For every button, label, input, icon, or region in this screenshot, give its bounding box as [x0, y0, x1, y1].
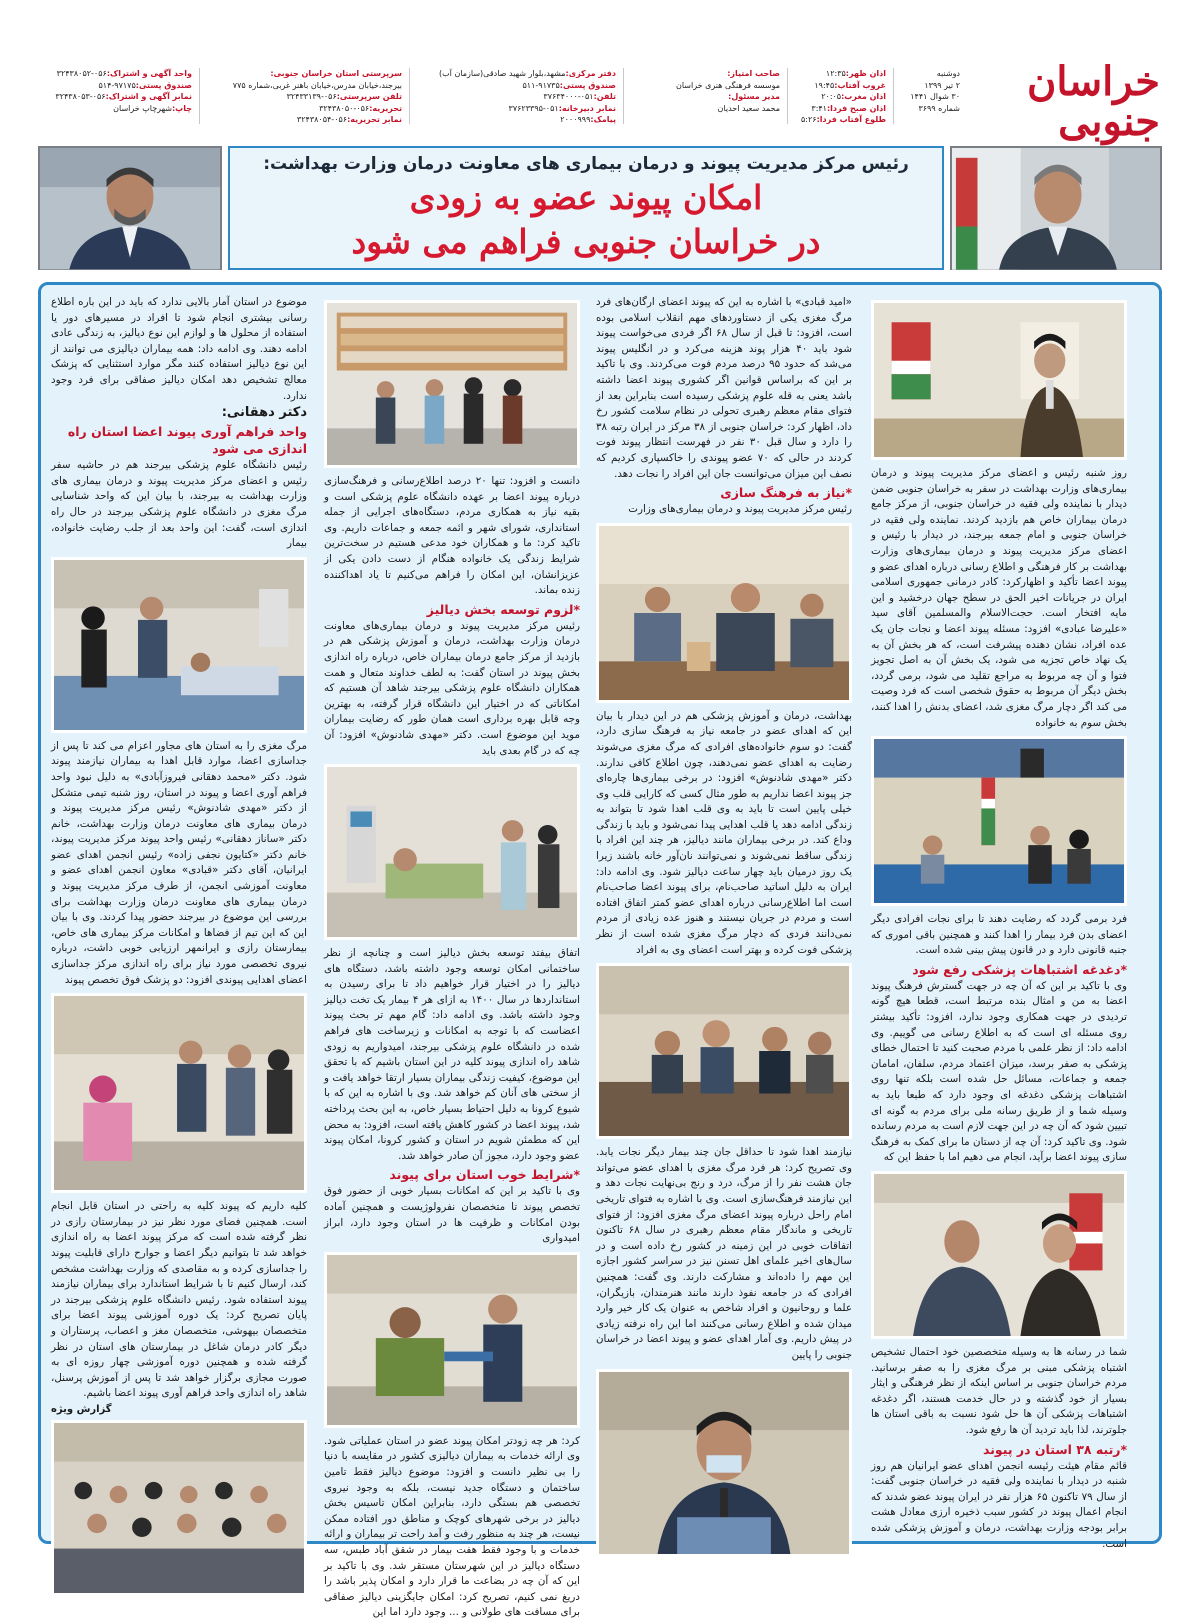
photo-visit-patient-bedside: [51, 993, 307, 1193]
phone-label: تلفن:: [593, 92, 616, 101]
manager-label: مدیر مسئول:: [728, 92, 780, 101]
masthead: [40, 58, 1160, 145]
ads-fax-label: نمابر آگهی و اشتراک:: [105, 92, 192, 101]
owner-label: صاحب امتیاز:: [727, 69, 780, 78]
headline-kicker: رئیس مرکز مدیریت پیوند و درمان بیماری های معاونت درمان وزارت بهداشت:: [263, 154, 909, 174]
paragraph: وی با تاکید بر این که آن چه در جهت گسترش فرهنگ پیوند اعضا به من و امثال بنده مرتبط است، قطعا هیچ گونه تردیدی در جهت همکاری وجود ندارد، افزود: تأکید بیشتر روی مسئله ای است که به اطلاع رسانی می گوییم. وی ادامه داد: از نظر علمی با مردم صحبت کنید تا احتمال خطای پزشکی به صفر برسد، میزان اعتماد مردم، سلفان، امامان جمعه و جماعات، مسائل حل شده است بلکه تنها روی اشتباهات پزشکی دغدغه ای وجود دارد که طبعا باید به وسیله شما و از طریق رسانه ملی برای مردم به گونه ای تبیین شود که آن چه در این جهت لازم است به مردم رسانده شود. وی تاکید کرد: آن چه از دستان ما برای کمک به فرهنگ سازی پیوند اعضا برآید، انجام می دهیم اما با حفظ این که: [871, 979, 1127, 1164]
printer: شهرچاپ خراسان: [113, 103, 172, 113]
subheading: واحد فراهم آوری پیوند اعضا استان راه اندازی می شود: [67, 424, 307, 457]
ads-label: واحد آگهی و اشتراک:: [106, 69, 192, 78]
subheading-name: دکتر دهقانی:: [221, 405, 307, 421]
phone: ۰۵۱-۳۷۶۳۴۰۰۰: [543, 92, 594, 101]
paragraph: نیازمند اهدا شود تا حداقل جان چند بیمار دیگر نجات یابد. وی تصریح کرد: هر فرد مرگ مغزی با اهدای عضو می‌تواند جان هشت نفر را از مرگ، درد و رنج بی‌نهایت نجات دهد و این نیازمند فرهنگ‌سازی است. وی با اشاره به فتوای تاریخی امام راحل درباره پیوند اعضای مرگ مغزی افزود: از فتوای تاریخی و ماندگار مقام معظم رهبری در سال ۶۸ تاکنون اتفاقات خوبی در این زمینه در کشور رخ داده است و در سال‌های اخیر علمای اهل تسنن نیز در سراسر کشور اجازه این مهم را داده‌اند و مشارکت دارند. وی گفت: همچنین افرادی که در جامعه نفوذ دارند مانند هنرمندان، بازیگران، علما و روحانیون و افراد شاخص به عنوان یک کار خیر وارد میدان شده و اطلاع رسانی می‌کنند اما این راه نرفته زیادی در پیش داریم. وی آمار اهدای عضو و پیوند اعضا در خراسان جنوبی را پایین: [596, 1146, 852, 1361]
article-column-3: [324, 295, 580, 1619]
paragraph: رئیس دانشگاه علوم پزشکی بیرجند هم در حاشیه سفر رئیس و اعضای مرکز مدیریت پیوند و درمان بیماری های وزارت بهداشت به بیرجند، با بیان این که واحد شناسایی مرگ مغزی در دانشگاه علوم پزشکی بیرجند در حال راه اندازی است، گفت: این واحد بعد از جلب رضایت خانواده، بیمار: [51, 459, 307, 550]
rep-title: سرپرستی استان خراسان جنوبی:: [270, 69, 402, 78]
subheading: *لزوم توسعه بخش دیالیز: [426, 601, 580, 617]
prayer-sunset-label: غروب آفتاب:: [834, 80, 886, 90]
prayer-maghrib: ۲۰:۰۵: [821, 92, 842, 101]
sms: ۲۰۰۰۹۹۹: [560, 115, 591, 124]
photo-officials-table: [596, 963, 852, 1139]
rep-phone-label: تلفن سرپرستی:: [336, 92, 402, 101]
byline: گزارش ویژه: [51, 1403, 112, 1415]
prayer-sunrise: ۵:۲۶: [801, 115, 817, 124]
photo-dialysis-ward: [324, 764, 580, 940]
print-label: چاپ:: [171, 103, 192, 113]
photo-pharmacy-visit: [324, 300, 580, 468]
paragraph: رئیس مرکز مدیریت پیوند و درمان بیماری‌های وزارت: [628, 503, 852, 516]
paragraph: وی با تاکید بر این که امکانات بسیار خوبی از حضور فوق تخصص پیوند تا متخصصان نفرولوژیست و همچنین آماده بودن امکانات و ظرفیت ها در استان وجود دارد، ابراز امیدواری: [324, 1185, 580, 1245]
paragraph: فرد برمی گردد که رضایت دهند تا برای نجات افرادی دیگر اعضای بدن فرد بیمار را اهدا کنند و همچنین باقی اموری که جنبه قانونی دارد و در قانون پیش بینی شده است.: [871, 913, 1127, 957]
subheading: *رتبه ۳۸ استان در پیوند: [983, 1441, 1127, 1457]
paragraph: «امید قبادی» با اشاره به این که پیوند اعضای ارگان‌های فرد مرگ مغزی یکی از دستاوردهای مهم انقلاب اسلامی بوده است، افزود: تا قبل از سال ۶۸ اگر فردی می‌خواست پیوند شود باید ۴۰ هزار پوند هزینه می‌کرد و در انگلیس پیوند می‌شد که حدود ۹۵ درصد مردم فوت می‌کردند. وی با تاکید بر این که براساس قوانین اگر کشوری پیوند اعضا داشته باشد یعنی به قله علوم پزشکی رسیده است بنابراین بعد از فتوای مقام معظم رهبری تحولی در نظام سلامت کشور رخ داد، اظهار کرد: خراسان جنوبی از ۳۸ مرکز در ایران رتبه ۳۸ را دارد و سال قبل ۳۰ نفر در فهرست انتظار پیوند فوت کردند در حالی که ۷۰ عضو پیوندی را خاکسپاری کردیم که نصف این میزان می‌توانست جان این افراد را نجات دهد.: [596, 296, 853, 480]
subheading: *دغدغه اشتباهات پزشکی رفع شود: [912, 961, 1127, 977]
publisher-info: [630, 68, 780, 114]
paragraph: دانست و افزود: تنها ۲۰ درصد اطلاع‌رسانی و فرهنگ‌سازی درباره پیوند اعضا بر عهده دانشگاه علوم پزشکی است و بقیه نیاز به همکاری مردم، دستگاه‌های اجرایی از جمله استانداری، شورای شهر و ائمه جمعه و جماعات داریم. وی تاکید کرد: ما و همکاران خود مدعی هستیم در سخت‌ترین شرایط زندگی یک خانواده هنگام از دست دادن یکی از عزیزانشان، این امکان را فراهم می‌کنیم تا یاد اهداکننده زنده بماند.: [324, 475, 580, 597]
masthead-divider: [893, 68, 894, 124]
issue-number: شماره ۳۶۹۹: [918, 103, 960, 113]
date-weekday: دوشنبه: [936, 69, 960, 78]
masthead-divider: [199, 68, 200, 124]
newsroom-label: تحریریه:: [369, 103, 402, 113]
prayer-times: [794, 68, 886, 126]
paragraph: روز شنبه رئیس و اعضای مرکز مدیریت پیوند و درمان بیماری‌های وزارت بهداشت در سفر به خراسان جنوبی ضمن دیدار با نماینده ولی فقیه در خراسان جنوبی، از مرکز جامع درمان بیماران خاص هم بازدید کردند. نماینده ولی فقیه در خراسان جنوبی و امام جمعه بیرجند، در دیدار با رئیس و اعضای مرکز مدیریت پیوند و درمان بیماری‌های وزارت بهداشت بر کار فرهنگی و اطلاع رسانی درباره اهدای عضو و پیوند اعضا تأکید و اظهارکرد: کادر درمانی جمهوری اسلامی ایران در جریانات اخیر الحق در سطح جهان درخشید و این مایه افتخار است. حجت‌الاسلام والمسلمین آقای سید «علیرضا عبادی» افزود: مسئله پیوند اعضا و نجات جان یک عده افراد، نشان دهنده پیشرفت است، که هر بخش آن به یک نهاد خاص تجزیه می شود، یک بخش آن به اصل تجویز فتوا و آن چه مربوط به مراجع تقلید می شود، برمی گردد، بخش دیگر آن مربوط به حقوق شخصی است که فرد وصیت می کند اگر دچار مرگ مغزی شد، اعضای بدنش را اهدا کنند، بخش سوم به خانواده: [871, 467, 1127, 729]
masthead-divider: [787, 68, 788, 124]
prayer-fajr: ۳:۴۱: [811, 103, 827, 113]
prayer-maghrib-label: اذان مغرب:: [841, 92, 886, 101]
logo-title: خراسان جنوبی: [1027, 58, 1160, 145]
ads-phone: ۰۵۶-۳۲۴۳۸۰۵۲: [56, 69, 107, 78]
editorial-fax: ۰۵۱-۳۷۶۲۳۳۹۵: [508, 103, 559, 113]
rep-phone: ۰۵۶-۳۲۴۳۳۱۳۹: [286, 92, 337, 101]
portrait-photo-university-head: [38, 146, 222, 270]
newsroom-phone: ۰۵۶-۳۲۴۳۸۰۵۰: [319, 103, 370, 113]
paragraph: اتفاق بیفتد توسعه بخش دیالیز است و چنانچه از نظر ساختمانی امکان توسعه وجود داشته باشد، دستگاه های دیالیز را در اختیار قرار خواهیم داد تا برای رسیدن به استانداردها در سال ۱۴۰۰ به ازای هر ۴ بیمار یک تخت دیالیز وجود داشته باشد. وی ادامه داد: گام مهم تر بحث پیوند اعضاست که با توجه به امکانات و زیرساخت های فراهم شده در دانشگاه علوم پزشکی بیرجند، امیدواریم به زودی شاهد راه اندازی پیوند کلیه در این استان باشیم که با تحقق این موضوع، کیفیت زندگی بیماران بسیار ارتقا خواهد یافت و از سختی های آنان کم خواهد شد. وی با اشاره به این که با شیوع کرونا به دلیل احتیاط بسیار خاص، به این بحث پرداخته شد، پیوند اعضا در کشور کاهش یافته است، افزود: به محض این که مطمئن شویم در استان و کشور کرونا، امکان پیوند عضو وجود دارد، مجوز آن صادر خواهد شد.: [324, 947, 580, 1162]
ads-pobox: ۹۷۱۷۵-۵۱۴: [98, 80, 136, 90]
manager-name: محمد سعید احدیان: [717, 103, 780, 113]
paragraph: شما در رسانه ها به وسیله متخصصین خود احتمال تشخیص اشتباه پزشکی مبنی بر مرگ مغزی را به صفر برسانید. مردم خراسان جنوبی بر اساس اینکه از نظر فرهنگی و ایثار بسیار از خود گذشته و در حال خدمت هستند، اگر دغدغه اشتباهات پزشکی آن ها حل شود نسبت به باقی استان ها جلوترند، لذا باید تردید آن ها رفع شود.: [871, 1346, 1127, 1436]
office-label: دفتر مرکزی:: [565, 69, 616, 78]
subheading: *نیاز به فرهنگ سازی: [720, 485, 852, 501]
paragraph: مرگ مغزی را به استان های مجاور اعزام می کند تا پس از جداسازی اعضا، موارد قابل اهدا به بیماران نیازمند پیوند شود. دکتر «محمد دهقانی فیروزآبادی» به دلیل نبود واحد فراهم آوری اعضا و پیوند در استان، روز شنبه تیمی متشکل از دکتر «مهدی شادنوش» رئیس مرکز مدیریت پیوند و درمان بیماری های معاونت درمان وزارت بهداشت، خانم دکتر «ساناز دهقانی» رئیس واحد پیوند مرکز مدیریت پیوند، خانم دکتر «کتایون نجفی زاده» رئیس انجمن اهدای عضو ایرانیان، آقای دکتر «قبادی» معاون انجمن اهدای عضو و معاونت آموزشی انجمن، از طرف مرکز مدیریت پیوند و درمان بیماری های معاونت درمان وزارت بهداشت برای بررسی این موضوع در بیرجند حضور پیدا کردند. وی با بیان این که این تیم از فضاها و امکانات مرکز بیماری های خاص، بیمارستان رازی و ایرانمهر ارزیابی خوبی داشت، درباره نیروی تخصصی مورد نیاز برای راه اندازی مرکز جداسازی اعضای اهدایی پیوندی افزود: دو پزشک فوق تخصص پیوند: [51, 739, 307, 986]
photo-meeting-hall: [871, 736, 1127, 906]
headline-box: [228, 146, 944, 270]
paragraph: کرد: هر چه زودتر امکان پیوند عضو در استان عملیاتی شود. وی ارائه خدمات به بیماران دیالیزی کشور در مقایسه با دنیا را بی نظیر دانست و افزود: موضوع دیالیز فقط تامین ساختمان و دستگاه جدید نیست، بلکه به وجود نیروی تخصصی هم بستگی دارد، بنابراین امکان تاسیس بخش دیالیز در برخی شهرهای کوچک و مناطق دور افتاده ممکن نیست، هر چند به منظور رفت و آمد راحت تر بیماران و ارائه خدمات و با وجود فقط هفت بیمار در شقق آباد طبس، سه دستگاه دیالیز در این شهرستان مستقر شد. وی با تاکید بر این که آن چه در بضاعت ما قرار دارد و امکان پذیر باشد را دریغ نمی کنیم، تصریح کرد: امکان جایگزینی دیالیز صفاقی برای مسافت های طولانی و ... وجود دارد اما این: [324, 1434, 580, 1619]
date-shamsi: ۲ تیر ۱۳۹۹: [924, 80, 960, 90]
masthead-date: [900, 68, 960, 114]
headline-title-line-1: امکان پیوند عضو به زودی: [409, 178, 763, 217]
prayer-sunrise-label: طلوع آفتاب فردا:: [816, 115, 886, 124]
article-column-4: [51, 295, 307, 1531]
owner-name: موسسه فرهنگی هنری خراسان: [675, 80, 780, 90]
portrait-photo-official: [950, 146, 1162, 270]
article-column-2: [596, 295, 852, 1531]
paragraph: کلیه داریم که پیوند کلیه به راحتی در استان قابل انجام است. همچنین فضای مورد نظر نیز در بیمارستان رازی در نظر گرفته شده است که مرکز پیوند اعضا به راه اندازی خواهد شد تا بتوانیم دیگر اعضا و جوارح دارای قابلیت پیوند را جداسازی کرده و به مقاصدی که وزارت بهداشت مشخص کند، ارسال کنیم تا با شرایط استاندارد برای بیماران نیازمند پیوند استفاده شود. رئیس دانشگاه علوم پزشکی بیرجند در پایان تصریح کرد: یک دوره آموزشی پیوند اعضا برای متخصصان بیهوشی، متخصصان مغز و اعصاب، پرستاران و دیگر کادر درمان شاغل در بیمارستان های استان در نظر گرفته شده و همچنین دوره آموزشی چهار روزه ای به صورت مجازی برگزار خواهد شد تا پس از آموزش پرسنل، شاهد راه اندازی واحد فراهم آوری پیوند اعضا باشیم.: [51, 1200, 307, 1400]
ads-pobox-label: صندوق پستی:: [135, 80, 192, 90]
office-address: مشهد،بلوار شهید صادقی(سازمان آب): [439, 69, 566, 78]
newspaper-logo: [970, 58, 1160, 158]
photo-meeting-cleric: [871, 300, 1127, 460]
prayer-fajr-label: اذان صبح فردا:: [826, 103, 886, 113]
article-frame: [38, 282, 1162, 1619]
pobox-label: صندوق پستی:: [559, 80, 616, 90]
paragraph: موضوع در استان آمار بالایی ندارد که باید در این باره اطلاع رسانی بیشتری انجام شود تا افراد در مسیرهای دور یا استفاده از محلول ها و لوازم این نوع دیالیز، به زندگی عادی ادامه دهند. وی ادامه داد: همه بیماران دیالیزی می توانند از این نوع دیالیز استفاده کنند مگر موارد استثنایی که پزشک معالج تشخیص دهد امکان دیالیز صفاقی برای فرد وجود ندارد.: [51, 296, 307, 402]
photo-patient-blood-pressure: [324, 1252, 580, 1428]
paragraph: رئیس مرکز مدیریت پیوند و درمان بیماری‌های معاونت درمان وزارت بهداشت، درمان و آموزش پزشکی هم در بازدید از مرکز جامع درمان بیماران خاص، درباره راه اندازی بخش پیوند در استان گفت: به لطف خداوند متعال و همت همکاران دانشگاه علوم پزشکی بیرجند شاهد آن هستیم که امکاناتی که در اختیار این دانشگاه قرار گرفته، به بهترین وجه قابل بهره برداری است همان طور که رضایت بیماران موید این موضوع است. دکتر «مهدی شادنوش» افزود: آن چه که در گام بعدی باید: [324, 619, 580, 757]
photo-interview-patient: [51, 557, 307, 733]
newsroom-fax: ۰۵۶-۳۲۴۳۸۰۵۴: [296, 115, 348, 124]
masthead-divider: [409, 68, 410, 124]
central-office-info: [416, 68, 616, 126]
photo-delegation-seated: [596, 523, 852, 703]
province-office-info: [206, 68, 402, 126]
prayer-sunset: ۱۹:۴۵: [814, 80, 835, 90]
rep-address: بیرجند،خیابان مدرس،خیابان باهنر غربی،شماره ۷۷۵: [232, 80, 402, 90]
sms-label: پیامک:: [590, 115, 616, 124]
headline-title-line-2: در خراسان جنوبی فراهم می شود: [351, 222, 821, 261]
photo-speaker-microphone: [596, 1369, 852, 1557]
paragraph: بهداشت، درمان و آموزش پزشکی هم در این دیدار با بیان این که اهدای عضو در جامعه نیاز به فرهنگ سازی دارد، گفت: دو سوم خانواده‌های افرادی که مرگ مغزی می‌شوند رضایت به اهدای عضو نمی‌دهند، چون اطلاع کافی ندارند. دکتر «مهدی شادنوش» افزود: در برخی بیماری‌ها چاره‌ای جز پیوند اعضا نداریم به طور مثال کسی که کارایی قلب وی خیلی پایین است تا باید به وی قلب اهدا شود تا بتواند به زندگی ادامه دهد یا قلب اهدایی پیدا نمی‌شود و باید با زندگی وداع کند. در برخی بیماران مانند دیالیز، هر چند این افراد با زندگی ساقط نمی‌شوند و نمی‌توانند نان‌آور خانه باشند زیرا یک روز درمیان باید چهار ساعت دیالیز شود. وی ادامه داد: ایران به دلیل اساتید صاحب‌نام، برای پیوند اعضا صاحب‌نام است اما اطلاع‌رسانی درباره اهدای عضو کمتر اتفاق افتاده است و مردم در جریان نیستند و هنوز عده زیادی از مردم نمی‌دانند فردی که دچار مرگ مغزی شده است از نظر پزشکی فوت کرده و بهتر است اعضای وی به افراد: [596, 709, 852, 956]
pobox: ۹۱۷۳۵-۵۱۱: [522, 80, 560, 90]
editorial-fax-label: نمابر دبیرخانه:: [558, 103, 616, 113]
photo-cleric-and-official: [871, 1171, 1127, 1339]
ads-fax: ۰۵۶-۳۲۴۳۸۰۵۳: [55, 92, 106, 101]
masthead-divider: [623, 68, 624, 124]
photo-training-audience: [51, 1420, 307, 1596]
date-hijri: ۳۰ شوال ۱۴۴۱: [910, 92, 960, 101]
paragraph: قائم مقام هیئت رئیسه انجمن اهدای عضو ایرانیان هم روز شنبه در دیدار با نماینده ولی فقیه در خراسان جنوبی گفت: از سال ۷۹ تاکنون ۶۵ هزار نفر در ایران پیوند عضو شدند که انجام اعمال پیوند در کشور سبب ذخیره ارزی معادل هشت برابر بودجه وزارت بهداشت، درمان و آموزش پزشکی شده است.: [871, 1459, 1127, 1550]
prayer-noon: ۱۲:۳۵: [825, 69, 846, 78]
subheading: *شرایط خوب استان برای پیوند: [389, 1167, 580, 1183]
article-column-1: [871, 295, 1127, 1550]
prayer-noon-label: اذان ظهر:: [845, 69, 886, 78]
ads-info: [40, 68, 192, 114]
newsroom-fax-label: نمابر تحریریه:: [347, 115, 402, 124]
